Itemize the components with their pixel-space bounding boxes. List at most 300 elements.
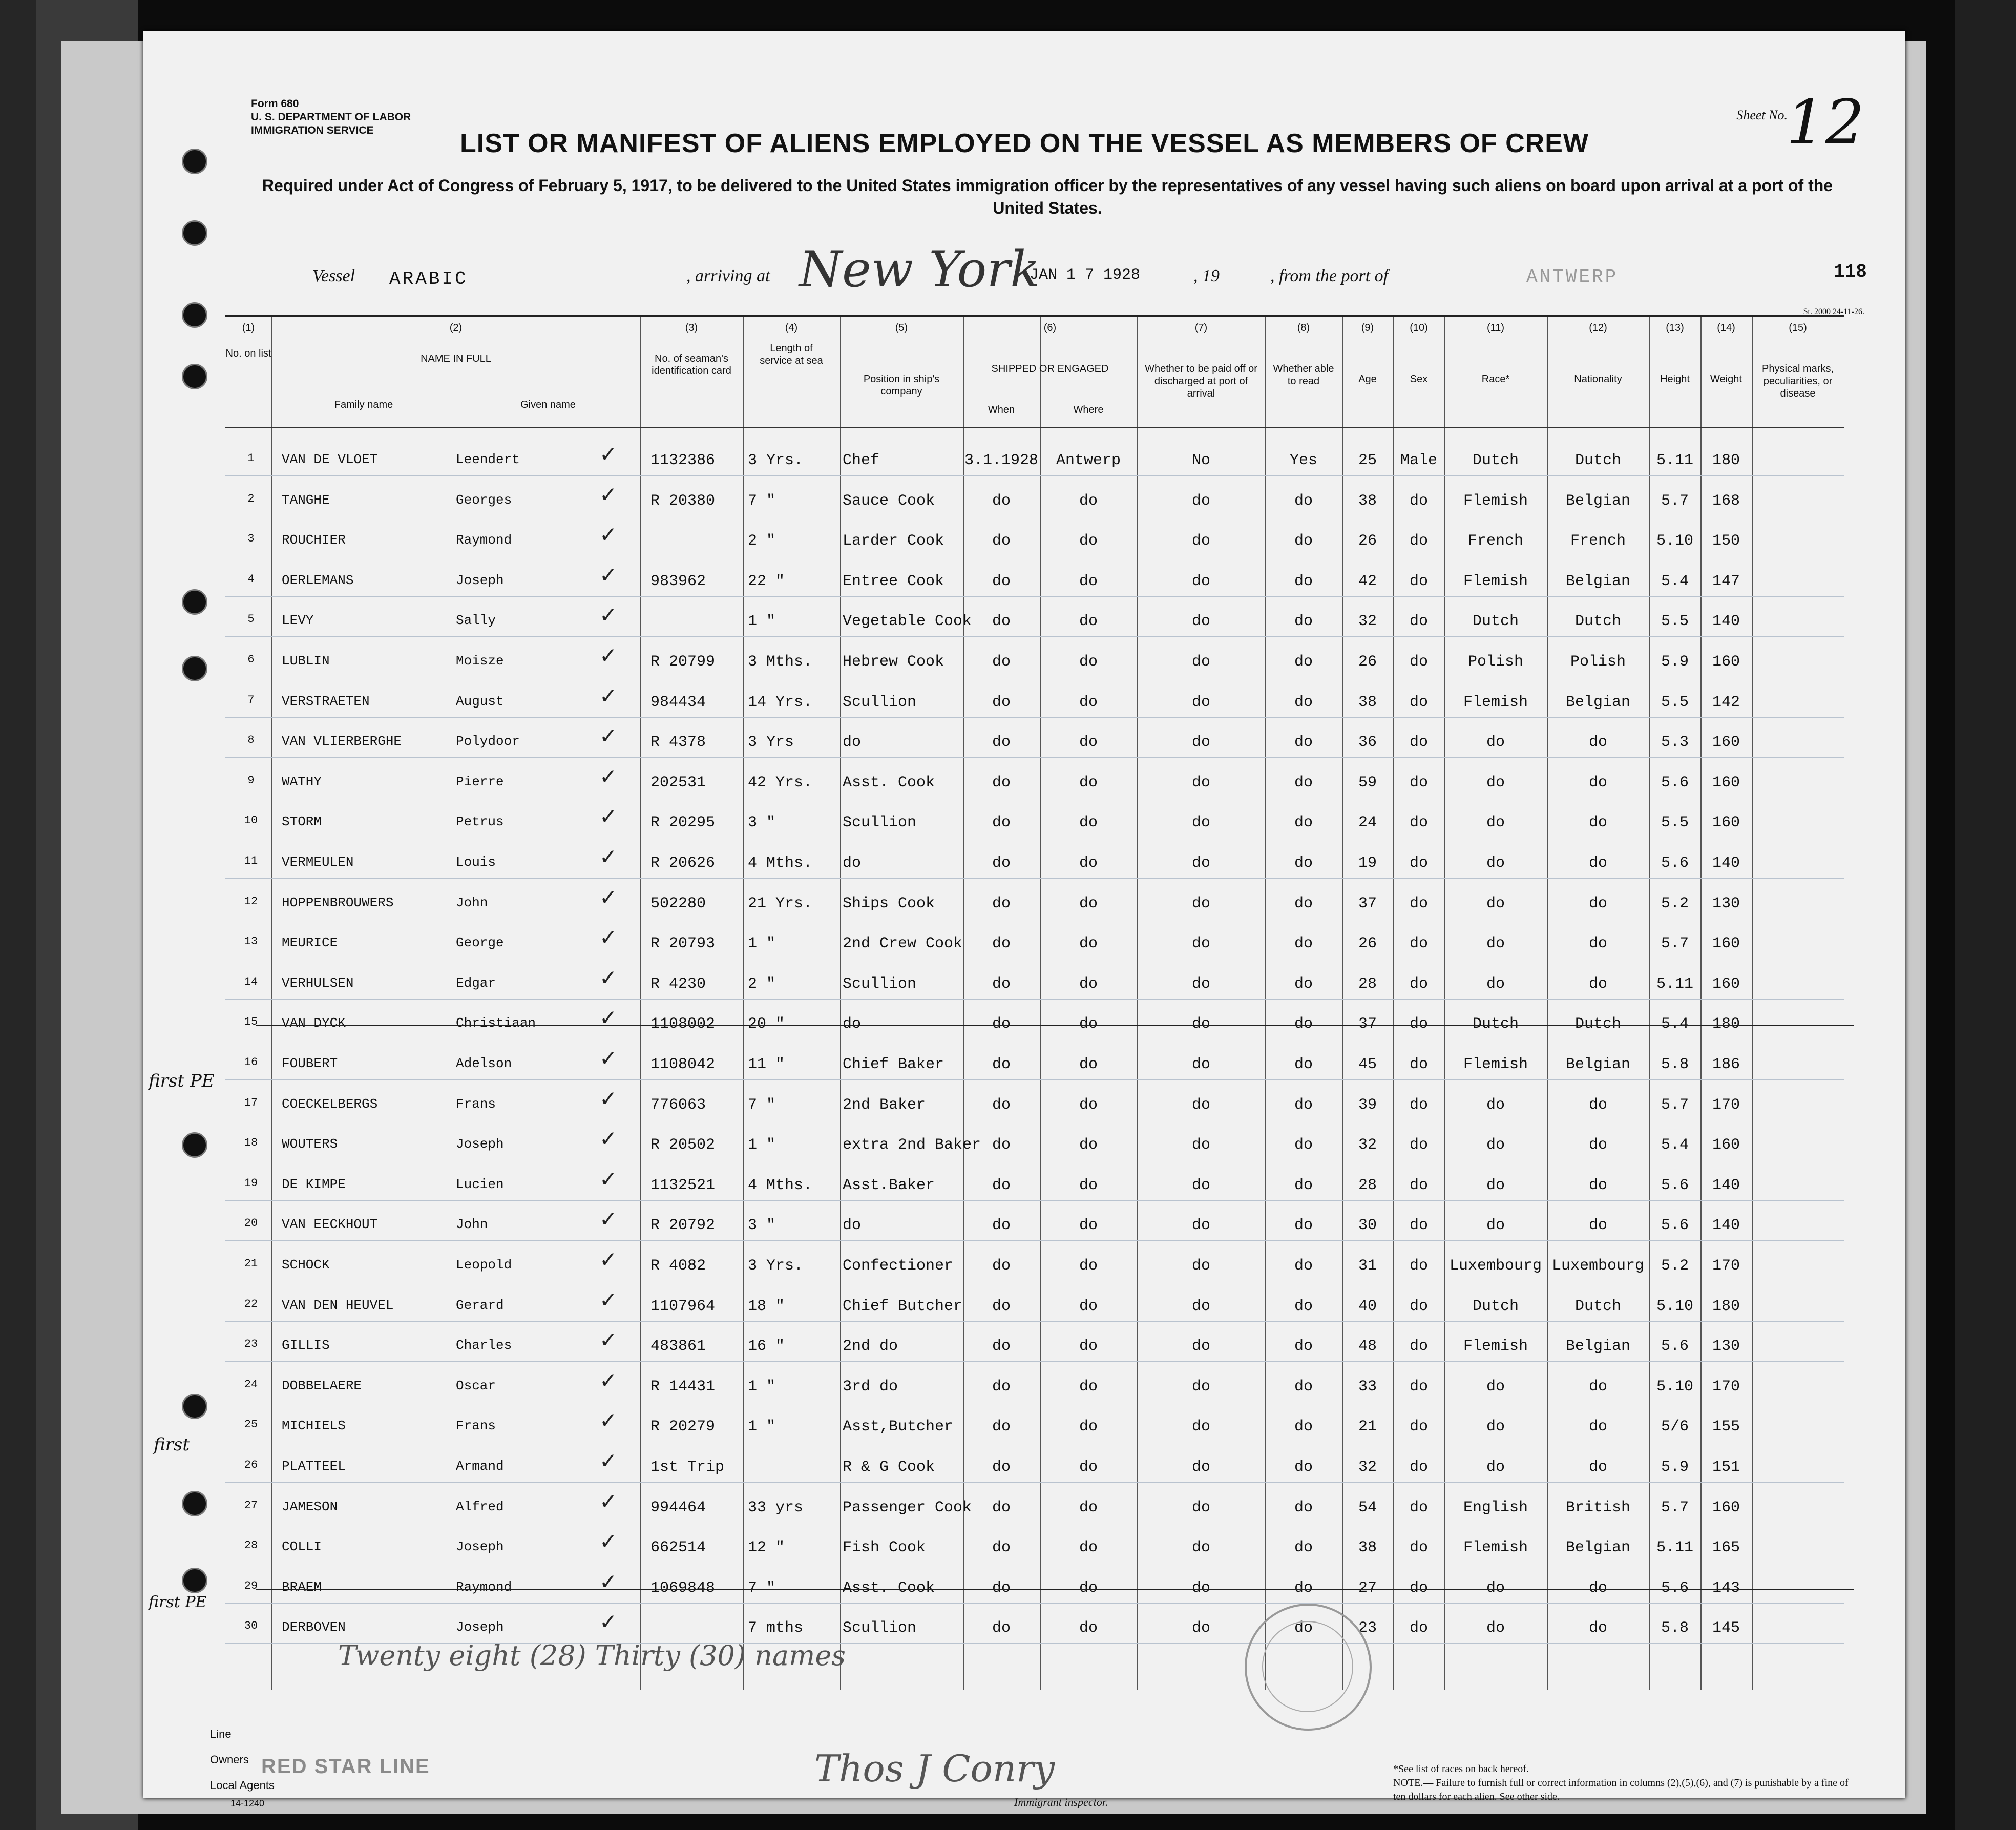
cell-read: do <box>1294 975 1313 993</box>
cell-family: COECKELBERGS <box>282 1096 378 1112</box>
cell-paid: do <box>1191 693 1210 711</box>
cell-family: JAMESON <box>282 1499 338 1514</box>
table-row <box>225 1569 1844 1608</box>
cell-family: STORM <box>282 814 322 830</box>
cell-weight: 160 <box>1712 653 1740 671</box>
cell-card: 983962 <box>650 572 706 590</box>
cell-weight: 142 <box>1712 693 1740 711</box>
cell-card: R 20380 <box>650 492 716 510</box>
cell-height: 5.9 <box>1661 1459 1689 1476</box>
cell-sex: do <box>1409 975 1428 993</box>
cell-family: VAN VLIERBERGHE <box>282 734 402 750</box>
cell-given: Alfred <box>456 1499 504 1514</box>
table-row <box>225 1005 1844 1044</box>
cell-sex: do <box>1409 653 1428 671</box>
cell-no: 18 <box>244 1136 258 1150</box>
department-name: U. S. DEPARTMENT OF LABOR <box>251 111 411 123</box>
cell-service: 3 Yrs <box>748 734 794 752</box>
cell-where: do <box>1079 1378 1098 1396</box>
cell-read: do <box>1294 1136 1313 1154</box>
check-mark-icon: ✓ <box>599 1529 618 1554</box>
cell-age: 30 <box>1358 1217 1377 1235</box>
cell-paid: do <box>1191 1217 1210 1235</box>
cell-read: do <box>1294 814 1313 832</box>
cell-sex: do <box>1409 1539 1428 1557</box>
cell-position: Scullion <box>843 814 917 832</box>
cell-race: do <box>1486 1217 1505 1235</box>
cell-nat: do <box>1588 975 1607 993</box>
cell-family: VERSTRAETEN <box>282 693 370 709</box>
cell-card: 1069848 <box>650 1579 716 1597</box>
check-mark-icon: ✓ <box>599 522 618 548</box>
cell-service: 16 " <box>748 1338 785 1356</box>
cell-when: do <box>992 1539 1011 1557</box>
table-row <box>225 1247 1844 1286</box>
cell-height: 5.6 <box>1661 1176 1689 1194</box>
table-row <box>225 723 1844 762</box>
year-label: , 19 <box>1193 266 1220 285</box>
cell-paid: do <box>1191 1619 1210 1637</box>
page-stamp: 118 <box>1834 261 1867 282</box>
cell-race: do <box>1486 895 1505 912</box>
cell-age: 32 <box>1358 1459 1377 1476</box>
cell-paid: do <box>1191 1539 1210 1557</box>
cell-no: 7 <box>247 693 255 706</box>
cell-no: 4 <box>247 572 255 586</box>
cell-race: do <box>1486 774 1505 792</box>
cell-paid: do <box>1191 1459 1210 1476</box>
cell-sex: do <box>1409 1338 1428 1356</box>
cell-when: do <box>992 693 1011 711</box>
cell-weight: 150 <box>1712 532 1740 550</box>
cell-age: 31 <box>1358 1257 1377 1275</box>
cell-nat: Belgian <box>1565 693 1631 711</box>
col-name-in-full: NAME IN FULL <box>421 353 491 364</box>
cell-paid: do <box>1191 613 1210 631</box>
cell-race: French <box>1467 532 1524 550</box>
cell-service: 3 " <box>748 814 776 832</box>
cell-weight: 180 <box>1712 1015 1740 1033</box>
cell-height: 5.4 <box>1661 1136 1689 1154</box>
cell-card: R 20279 <box>650 1418 716 1436</box>
cell-weight: 140 <box>1712 855 1740 872</box>
cell-position: Entree Cook <box>843 572 944 590</box>
cell-height: 5.5 <box>1661 613 1689 631</box>
cell-where: do <box>1079 492 1098 510</box>
cell-paid: do <box>1191 1176 1210 1194</box>
cell-paid: do <box>1191 1499 1210 1516</box>
check-mark-icon: ✓ <box>599 1126 618 1152</box>
cell-nat: Belgian <box>1565 572 1631 590</box>
cell-weight: 160 <box>1712 774 1740 792</box>
cell-card: R 20626 <box>650 855 716 872</box>
manifest-page <box>143 31 1905 1808</box>
cell-race: Dutch <box>1472 452 1519 469</box>
cell-read: do <box>1294 532 1313 550</box>
cell-race: Flemish <box>1463 693 1528 711</box>
col-num: (8) <box>1297 322 1310 334</box>
table-row <box>225 442 1844 481</box>
cell-sex: do <box>1409 492 1428 510</box>
col-family-name: Family name <box>334 399 393 410</box>
cell-paid: do <box>1191 814 1210 832</box>
cell-paid: do <box>1191 975 1210 993</box>
cell-race: Flemish <box>1463 1338 1528 1356</box>
table-row <box>225 1126 1844 1165</box>
cell-paid: do <box>1191 1015 1210 1033</box>
cell-age: 26 <box>1358 935 1377 953</box>
cell-height: 5.10 <box>1656 1378 1693 1396</box>
cell-when: do <box>992 1338 1011 1356</box>
cell-race: do <box>1486 1378 1505 1396</box>
cell-where: do <box>1079 814 1098 832</box>
cell-read: do <box>1294 1378 1313 1396</box>
cell-where: do <box>1079 572 1098 590</box>
table-row <box>225 1488 1844 1528</box>
cell-nat: Belgian <box>1565 492 1631 510</box>
cell-read: do <box>1294 653 1313 671</box>
cell-given: Sally <box>456 613 496 629</box>
cell-position: Larder Cook <box>843 532 944 550</box>
cell-nat: do <box>1588 1176 1607 1194</box>
page-edge <box>1955 0 2016 1830</box>
cell-race: English <box>1463 1499 1528 1516</box>
from-port: ANTWERP <box>1526 266 1619 287</box>
col-length-service: Length of service at sea <box>760 343 823 366</box>
cell-height: 5.10 <box>1656 1297 1693 1315</box>
table-row <box>225 562 1844 601</box>
cell-when: 3.1.1928 <box>964 452 1039 469</box>
cell-when: do <box>992 975 1011 993</box>
col-shipped: SHIPPED OR ENGAGED <box>991 363 1109 375</box>
cell-card: R 20295 <box>650 814 716 832</box>
cell-when: do <box>992 572 1011 590</box>
cell-age: 36 <box>1358 734 1377 752</box>
col-race: Race* <box>1481 373 1510 385</box>
table-row <box>225 1086 1844 1125</box>
punch-hole-icon <box>182 302 207 328</box>
col-num: (10) <box>1410 322 1428 334</box>
col-physical: Physical marks, peculiarities, or disease <box>1761 363 1834 399</box>
cell-height: 5.11 <box>1656 975 1693 993</box>
cell-race: do <box>1486 1176 1505 1194</box>
cell-card: 202531 <box>650 774 706 792</box>
table-row <box>225 1207 1844 1245</box>
cell-no: 9 <box>247 774 255 787</box>
cell-weight: 140 <box>1712 613 1740 631</box>
cell-race: do <box>1486 1579 1505 1597</box>
cell-age: 42 <box>1358 572 1377 590</box>
check-mark-icon: ✓ <box>599 562 618 588</box>
cell-service: 4 Mths. <box>748 1176 813 1194</box>
cell-where: do <box>1079 975 1098 993</box>
cell-nat: do <box>1588 1619 1607 1637</box>
cell-nat: French <box>1570 532 1626 550</box>
cell-when: do <box>992 1136 1011 1154</box>
table-row <box>225 643 1844 682</box>
cell-age: 39 <box>1358 1096 1377 1114</box>
cell-where: do <box>1079 1176 1098 1194</box>
col-position: Position in ship's company <box>863 373 940 397</box>
check-mark-icon: ✓ <box>599 1247 618 1272</box>
cell-given: Christiaan <box>456 1015 536 1031</box>
cell-no: 21 <box>244 1257 258 1270</box>
check-mark-icon: ✓ <box>599 844 618 869</box>
cell-read: do <box>1294 1015 1313 1033</box>
cell-race: Flemish <box>1463 572 1528 590</box>
cell-card: 1108002 <box>650 1015 716 1033</box>
cell-position: Scullion <box>843 1619 917 1637</box>
cell-read: do <box>1294 613 1313 631</box>
cell-read: do <box>1294 1418 1313 1436</box>
cell-weight: 160 <box>1712 814 1740 832</box>
cell-family: DE KIMPE <box>282 1176 346 1192</box>
col-weight: Weight <box>1710 373 1742 385</box>
col-given-name: Given name <box>520 399 576 410</box>
cell-no: 29 <box>244 1579 258 1592</box>
cell-nat: Belgian <box>1565 1338 1631 1356</box>
cell-race: do <box>1486 975 1505 993</box>
cell-where: do <box>1079 532 1098 550</box>
cell-given: Raymond <box>456 532 512 548</box>
check-mark-icon: ✓ <box>599 442 618 467</box>
table-row <box>225 844 1844 883</box>
cell-no: 1 <box>247 452 255 465</box>
col-num: (1) <box>242 322 255 334</box>
check-mark-icon: ✓ <box>599 723 618 749</box>
col-num: (7) <box>1194 322 1208 334</box>
from-label: , from the port of <box>1270 266 1389 285</box>
cell-family: OERLEMANS <box>282 572 354 588</box>
cell-card: 1st Trip <box>650 1459 725 1476</box>
cell-paid: do <box>1191 1579 1210 1597</box>
table-row <box>225 1046 1844 1085</box>
cell-when: do <box>992 1096 1011 1114</box>
cell-where: do <box>1079 855 1098 872</box>
check-mark-icon: ✓ <box>599 1609 618 1635</box>
cell-age: 28 <box>1358 975 1377 993</box>
col-num: (15) <box>1789 322 1807 334</box>
cell-when: do <box>992 613 1011 631</box>
cell-age: 32 <box>1358 613 1377 631</box>
check-mark-icon: ✓ <box>599 1327 618 1353</box>
races-note: *See list of races on back hereof. <box>1393 1763 1529 1775</box>
inspector-label: Immigrant inspector. <box>1014 1796 1108 1808</box>
cell-race: Dutch <box>1472 1297 1519 1315</box>
check-mark-icon: ✓ <box>599 804 618 829</box>
col-sex: Sex <box>1410 373 1428 385</box>
cell-service: 4 Mths. <box>748 855 813 872</box>
cell-family: BRAEM <box>282 1579 322 1595</box>
cell-family: VAN DYCK <box>282 1015 346 1031</box>
cell-service: 1 " <box>748 935 776 953</box>
cell-sex: do <box>1409 1217 1428 1235</box>
cell-height: 5/6 <box>1661 1418 1689 1436</box>
cell-age: 38 <box>1358 1539 1377 1557</box>
cell-where: do <box>1079 1619 1098 1637</box>
cell-paid: do <box>1191 1257 1210 1275</box>
cell-read: do <box>1294 492 1313 510</box>
cell-when: do <box>992 1499 1011 1516</box>
cell-age: 25 <box>1358 452 1377 469</box>
cell-card: 1107964 <box>650 1297 716 1315</box>
cell-when: do <box>992 774 1011 792</box>
table-row <box>225 965 1844 1004</box>
cell-race: Dutch <box>1472 1015 1519 1033</box>
cell-no: 16 <box>244 1056 258 1069</box>
cell-position: 2nd Crew Cook <box>843 935 963 953</box>
table-row <box>225 884 1844 924</box>
cell-family: VAN EECKHOUT <box>282 1217 378 1233</box>
cell-where: do <box>1079 1096 1098 1114</box>
cell-nat: British <box>1565 1499 1631 1516</box>
cell-paid: do <box>1191 1418 1210 1436</box>
cell-given: Frans <box>456 1418 496 1434</box>
cell-nat: do <box>1588 1579 1607 1597</box>
cell-height: 5.10 <box>1656 532 1693 550</box>
cell-service: 1 " <box>748 1418 776 1436</box>
punch-hole-icon <box>182 1132 207 1158</box>
cell-position: 2nd Baker <box>843 1096 926 1114</box>
cell-no: 28 <box>244 1539 258 1552</box>
cell-no: 10 <box>244 814 258 827</box>
cell-race: Flemish <box>1463 1539 1528 1557</box>
cell-no: 5 <box>247 613 255 626</box>
table-row <box>225 602 1844 641</box>
cell-given: Joseph <box>456 1619 504 1635</box>
cell-age: 40 <box>1358 1297 1377 1315</box>
cell-height: 5.5 <box>1661 693 1689 711</box>
cell-read: do <box>1294 1297 1313 1315</box>
cell-given: Frans <box>456 1096 496 1112</box>
cell-position: Sauce Cook <box>843 492 935 510</box>
cell-where: Antwerp <box>1056 452 1121 469</box>
cell-where: do <box>1079 1015 1098 1033</box>
cell-card: 994464 <box>650 1499 706 1516</box>
cell-service: 1 " <box>748 613 776 631</box>
cell-family: DOBBELAERE <box>282 1378 362 1394</box>
punch-hole-icon <box>182 364 207 389</box>
cell-age: 21 <box>1358 1418 1377 1436</box>
cell-family: LUBLIN <box>282 653 330 669</box>
cell-nat: do <box>1588 895 1607 912</box>
cell-read: do <box>1294 1176 1313 1194</box>
cell-paid: do <box>1191 1136 1210 1154</box>
cell-no: 30 <box>244 1619 258 1633</box>
cell-where: do <box>1079 1499 1098 1516</box>
cell-family: WATHY <box>282 774 322 789</box>
cell-nat: do <box>1588 1136 1607 1154</box>
cell-service: 11 " <box>748 1056 785 1073</box>
check-mark-icon: ✓ <box>599 1448 618 1473</box>
cell-weight: 180 <box>1712 452 1740 469</box>
check-mark-icon: ✓ <box>599 1166 618 1192</box>
cell-no: 25 <box>244 1418 258 1431</box>
cell-nat: Polish <box>1570 653 1626 671</box>
cell-sex: do <box>1409 1499 1428 1516</box>
cell-where: do <box>1079 935 1098 953</box>
table-row <box>225 1327 1844 1366</box>
cell-position: Scullion <box>843 975 917 993</box>
cell-paid: do <box>1191 1096 1210 1114</box>
cell-weight: 180 <box>1712 1297 1740 1315</box>
cell-service: 2 " <box>748 975 776 993</box>
cell-given: George <box>456 935 504 951</box>
cell-service: 7 " <box>748 1579 776 1597</box>
cell-when: do <box>992 1579 1011 1597</box>
cell-nat: do <box>1588 1459 1607 1476</box>
cell-paid: do <box>1191 1378 1210 1396</box>
check-mark-icon: ✓ <box>599 1207 618 1232</box>
cell-sex: do <box>1409 1136 1428 1154</box>
cell-weight: 147 <box>1712 572 1740 590</box>
check-mark-icon: ✓ <box>599 643 618 668</box>
cell-sex: do <box>1409 774 1428 792</box>
punch-hole-icon <box>182 1491 207 1516</box>
cell-given: Georges <box>456 492 512 508</box>
cell-position: R & G Cook <box>843 1459 935 1476</box>
punch-hole-icon <box>182 1568 207 1593</box>
cell-weight: 151 <box>1712 1459 1740 1476</box>
cell-no: 2 <box>247 492 255 505</box>
cell-paid: do <box>1191 492 1210 510</box>
cell-where: do <box>1079 1056 1098 1073</box>
cell-given: Joseph <box>456 1539 504 1555</box>
cell-nat: do <box>1588 1217 1607 1235</box>
col-where: Where <box>1073 404 1104 415</box>
cell-height: 5.8 <box>1661 1619 1689 1637</box>
check-mark-icon: ✓ <box>599 1046 618 1071</box>
cell-service: 12 " <box>748 1539 785 1557</box>
cell-family: ROUCHIER <box>282 532 346 548</box>
cell-read: do <box>1294 935 1313 953</box>
cell-nat: Dutch <box>1574 1015 1621 1033</box>
cell-card: R 14431 <box>650 1378 716 1396</box>
table-row <box>225 683 1844 722</box>
cell-race: Luxembourg <box>1449 1257 1542 1275</box>
cell-paid: do <box>1191 855 1210 872</box>
cell-card: 984434 <box>650 693 706 711</box>
cell-age: 27 <box>1358 1579 1377 1597</box>
col-no-on-list: No. on list <box>225 348 271 359</box>
table-row <box>225 1529 1844 1568</box>
cell-when: do <box>992 935 1011 953</box>
cell-family: MEURICE <box>282 935 338 951</box>
table-row <box>225 482 1844 521</box>
punch-hole-icon <box>182 1394 207 1419</box>
cell-read: do <box>1294 734 1313 752</box>
cell-weight: 130 <box>1712 895 1740 912</box>
cell-when: do <box>992 492 1011 510</box>
cell-read: do <box>1294 1257 1313 1275</box>
cell-given: Edgar <box>456 975 496 991</box>
cell-position: 2nd do <box>843 1338 898 1356</box>
cell-weight: 155 <box>1712 1418 1740 1436</box>
cell-position: Confectioner <box>843 1257 954 1275</box>
cell-height: 5.6 <box>1661 855 1689 872</box>
line-label: Line <box>210 1728 232 1740</box>
cell-sex: do <box>1409 613 1428 631</box>
col-seaman-card: No. of seaman's identification card <box>652 353 731 377</box>
cell-height: 5.6 <box>1661 1217 1689 1235</box>
cell-family: VAN DEN HEUVEL <box>282 1297 394 1313</box>
cell-where: do <box>1079 693 1098 711</box>
cell-service: 3 Mths. <box>748 653 813 671</box>
cell-when: do <box>992 1176 1011 1194</box>
cell-service: 2 " <box>748 532 776 550</box>
cell-height: 5.9 <box>1661 653 1689 671</box>
col-num: (13) <box>1666 322 1684 334</box>
